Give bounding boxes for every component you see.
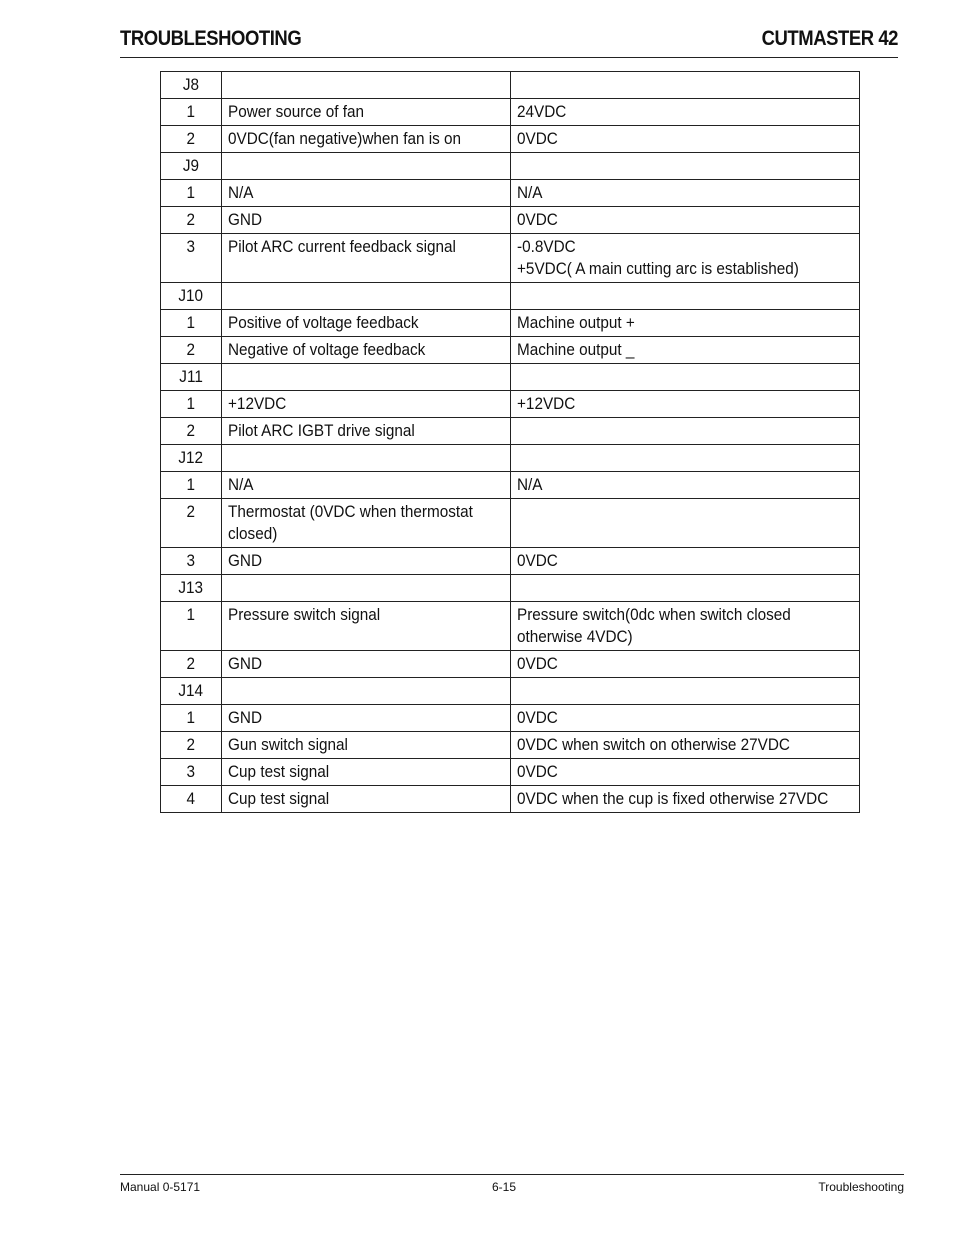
value-cell-text: N/A [517, 475, 543, 494]
table-row [161, 283, 860, 310]
value-cell-text: 0VDC [517, 551, 558, 570]
value-cell-text: N/A [517, 183, 543, 202]
table-row [161, 445, 860, 472]
pin-cell [161, 153, 222, 180]
table-row [161, 180, 860, 207]
description-cell-text: N/A [228, 183, 254, 202]
pin-cell-text: 2 [186, 421, 196, 440]
product-title: CUTMASTER 42 [761, 27, 898, 50]
description-cell-text: N/A [228, 475, 254, 494]
pin-cell-text: 3 [186, 551, 196, 570]
pin-cell [161, 180, 222, 207]
description-cell-text: GND [228, 551, 263, 570]
pin-cell [161, 207, 222, 234]
pin-table-body [161, 72, 860, 813]
description-cell [222, 651, 511, 678]
pin-cell [161, 575, 222, 602]
manual-number: Manual 0-5171 [120, 1180, 201, 1194]
pin-cell-text: 4 [186, 789, 196, 808]
description-cell [222, 548, 511, 575]
pin-cell [161, 759, 222, 786]
pin-cell [161, 472, 222, 499]
description-cell [222, 445, 511, 472]
pin-cell-text: 1 [186, 394, 196, 413]
description-cell [222, 575, 511, 602]
table-row [161, 72, 860, 99]
description-cell [222, 364, 511, 391]
table-row [161, 153, 860, 180]
description-cell [222, 472, 511, 499]
description-cell [222, 126, 511, 153]
table-row [161, 786, 860, 813]
pin-cell-text: 2 [186, 502, 196, 521]
table-row [161, 575, 860, 602]
pin-cell-text: J11 [179, 367, 203, 386]
pin-cell [161, 364, 222, 391]
value-cell [511, 207, 860, 234]
value-cell-text: Machine output + [517, 313, 635, 332]
description-cell [222, 732, 511, 759]
description-cell-text: Pilot ARC IGBT drive signal [228, 421, 415, 440]
description-cell-text: Gun switch signal [228, 735, 348, 754]
value-cell [511, 126, 860, 153]
pin-cell [161, 283, 222, 310]
table-row [161, 391, 860, 418]
value-cell [511, 283, 860, 310]
description-cell-text: Cup test signal [228, 762, 330, 781]
section-title: TROUBLESHOOTING [120, 27, 302, 50]
table-row [161, 678, 860, 705]
table-row [161, 651, 860, 678]
pin-cell [161, 499, 222, 548]
description-cell [222, 72, 511, 99]
value-cell [511, 602, 860, 651]
value-cell-text: 0VDC [517, 654, 558, 673]
description-cell [222, 180, 511, 207]
pin-cell-text: 1 [186, 102, 196, 121]
pin-cell-text: J9 [182, 156, 200, 175]
pin-cell [161, 99, 222, 126]
description-cell [222, 418, 511, 445]
value-cell-text: +12VDC [517, 394, 576, 413]
description-cell-text: 0VDC(fan negative)when fan is on [228, 129, 462, 148]
pin-cell-text: J14 [178, 681, 204, 700]
pin-cell-text: J12 [178, 448, 204, 467]
pin-cell [161, 678, 222, 705]
value-cell [511, 651, 860, 678]
description-cell-text: Negative of voltage feedback [228, 340, 426, 359]
description-cell [222, 310, 511, 337]
value-cell-text: 0VDC [517, 762, 558, 781]
pin-cell [161, 391, 222, 418]
pin-cell [161, 418, 222, 445]
table-row [161, 759, 860, 786]
value-cell-text: Pressure switch(0dc when switch closed otherwise 4VDC) [517, 605, 791, 646]
pin-cell [161, 445, 222, 472]
pin-cell [161, 651, 222, 678]
page-header [120, 27, 898, 58]
description-cell-text: Power source of fan [228, 102, 365, 121]
footer-section: Troubleshooting [818, 1180, 904, 1194]
pin-cell-text: 2 [186, 129, 196, 148]
page-footer [120, 1174, 904, 1199]
description-cell-text: GND [228, 708, 263, 727]
value-cell [511, 499, 860, 548]
description-cell [222, 153, 511, 180]
description-cell [222, 283, 511, 310]
pin-cell-text: 2 [186, 210, 196, 229]
table-row [161, 337, 860, 364]
table-row [161, 234, 860, 283]
pin-cell-text: 1 [186, 475, 196, 494]
value-cell [511, 678, 860, 705]
description-cell-text: GND [228, 654, 263, 673]
pin-cell-text: 2 [186, 654, 196, 673]
table-row [161, 602, 860, 651]
pin-cell-text: J8 [182, 75, 200, 94]
pin-cell [161, 548, 222, 575]
value-cell [511, 153, 860, 180]
pin-cell-text: 1 [186, 708, 196, 727]
table-row [161, 364, 860, 391]
value-cell-text: 0VDC [517, 210, 558, 229]
description-cell [222, 678, 511, 705]
value-cell-text: 0VDC [517, 129, 558, 148]
description-cell [222, 207, 511, 234]
description-cell-text: Thermostat (0VDC when thermostat closed) [228, 502, 473, 543]
value-cell [511, 310, 860, 337]
value-cell [511, 472, 860, 499]
pin-cell [161, 337, 222, 364]
pin-cell [161, 705, 222, 732]
value-cell-text: 0VDC when the cup is fixed otherwise 27VDC [517, 789, 829, 808]
description-cell [222, 499, 511, 548]
value-cell [511, 786, 860, 813]
pin-cell [161, 732, 222, 759]
value-cell-text: Machine output _ [517, 340, 635, 359]
table-row [161, 126, 860, 153]
pin-cell-text: J13 [178, 578, 204, 597]
pin-cell [161, 126, 222, 153]
value-cell-text: 0VDC [517, 708, 558, 727]
value-cell [511, 72, 860, 99]
table-row [161, 499, 860, 548]
description-cell [222, 99, 511, 126]
table-row [161, 548, 860, 575]
value-cell [511, 732, 860, 759]
description-cell [222, 786, 511, 813]
value-cell [511, 391, 860, 418]
value-cell-text: 0VDC when switch on otherwise 27VDC [517, 735, 790, 754]
description-cell [222, 234, 511, 283]
pin-cell-text: 2 [186, 735, 196, 754]
table-row [161, 207, 860, 234]
value-cell [511, 364, 860, 391]
pin-cell-text: 1 [186, 313, 196, 332]
value-cell-text: 24VDC [517, 102, 567, 121]
table-row [161, 99, 860, 126]
description-cell-text: Cup test signal [228, 789, 330, 808]
table-row [161, 705, 860, 732]
value-cell [511, 418, 860, 445]
value-cell [511, 234, 860, 283]
value-cell [511, 337, 860, 364]
value-cell [511, 759, 860, 786]
description-cell-text: Pressure switch signal [228, 605, 381, 624]
connector-pin-table [160, 71, 860, 813]
value-cell [511, 445, 860, 472]
description-cell-text: Positive of voltage feedback [228, 313, 419, 332]
pin-cell [161, 602, 222, 651]
pin-cell-text: 3 [186, 237, 196, 256]
value-cell [511, 575, 860, 602]
description-cell [222, 391, 511, 418]
description-cell [222, 337, 511, 364]
value-cell [511, 180, 860, 207]
description-cell [222, 602, 511, 651]
table-row [161, 418, 860, 445]
pin-cell [161, 234, 222, 283]
description-cell-text: GND [228, 210, 263, 229]
description-cell [222, 705, 511, 732]
value-cell-text: -0.8VDC +5VDC( A main cutting arc is established) [517, 237, 799, 278]
pin-cell [161, 310, 222, 337]
pin-cell-text: J10 [178, 286, 204, 305]
pin-cell-text: 3 [186, 762, 196, 781]
page-number: 6-15 [492, 1180, 517, 1194]
description-cell-text: Pilot ARC current feedback signal [228, 237, 456, 256]
pin-cell [161, 786, 222, 813]
value-cell [511, 705, 860, 732]
table-row [161, 310, 860, 337]
value-cell [511, 99, 860, 126]
pin-cell-text: 1 [186, 605, 196, 624]
table-row [161, 472, 860, 499]
value-cell [511, 548, 860, 575]
description-cell-text: +12VDC [228, 394, 287, 413]
pin-cell-text: 2 [186, 340, 196, 359]
table-row [161, 732, 860, 759]
description-cell [222, 759, 511, 786]
pin-cell-text: 1 [186, 183, 196, 202]
pin-cell [161, 72, 222, 99]
